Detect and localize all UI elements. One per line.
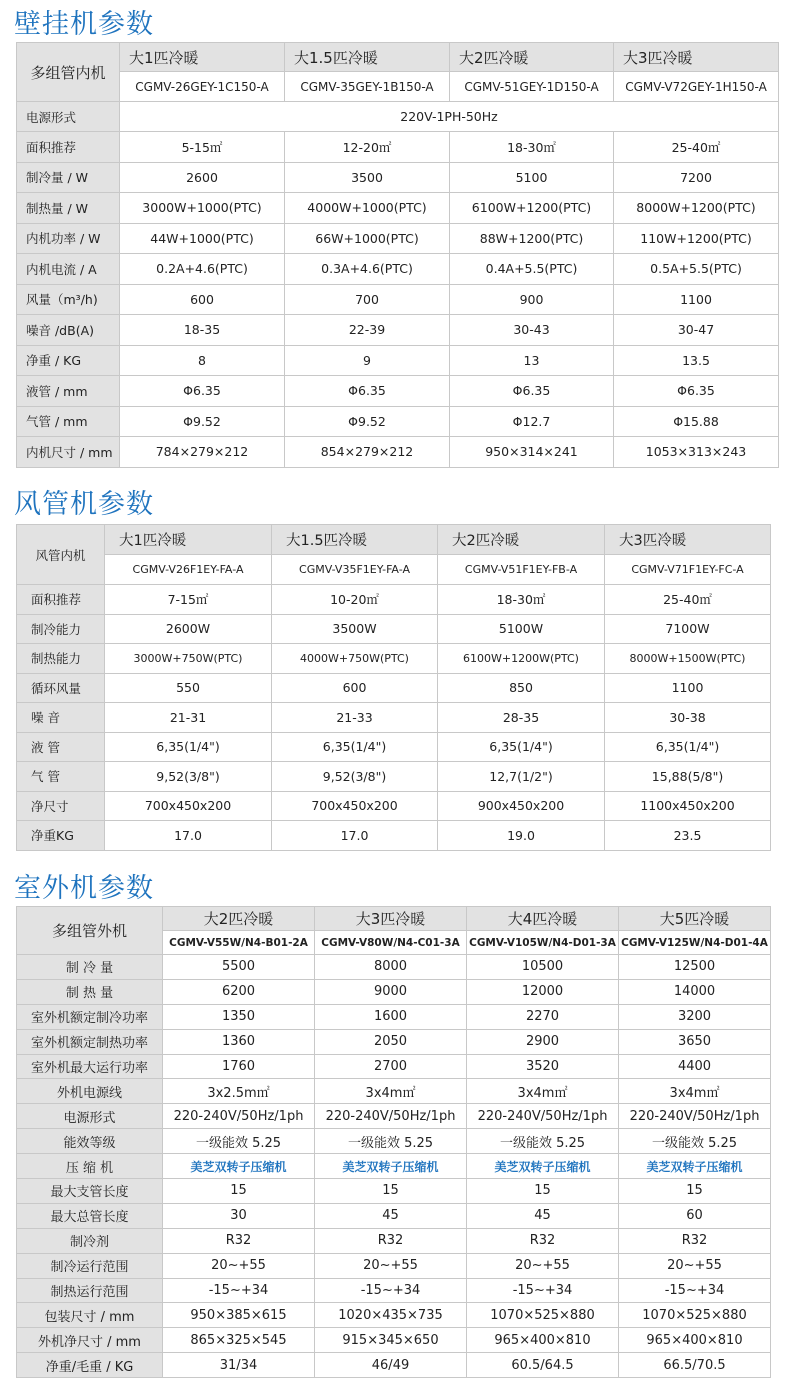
wall-row-label: 内机功率 / W (17, 223, 120, 254)
outdoor-row-label: 电源形式 (17, 1104, 163, 1129)
outdoor-row (17, 1303, 771, 1328)
duct-cell: 18-30㎡ (438, 585, 605, 615)
wall-row (17, 345, 779, 376)
outdoor-header-label: 多组管外机 (17, 907, 163, 955)
duct-cell: 9,52(3/8") (105, 762, 272, 792)
wall-model-3: CGMV-51GEY-1D150-A (450, 72, 614, 102)
duct-cell: 30-38 (605, 703, 771, 733)
duct-row-label: 制冷能力 (17, 614, 105, 644)
outdoor-row (17, 1278, 771, 1303)
duct-table-body (17, 525, 771, 851)
wall-cell: 8000W+1200(PTC) (614, 193, 779, 224)
duct-row-label: 气 管 (17, 762, 105, 792)
outdoor-cell: 4400 (619, 1054, 771, 1079)
outdoor-row-label: 制 热 量 (17, 979, 163, 1004)
wall-cell: 110W+1200(PTC) (614, 223, 779, 254)
duct-cell: 25-40㎡ (605, 585, 771, 615)
wall-cell: 7200 (614, 162, 779, 193)
duct-hp-1: 大1匹冷暖 (105, 525, 272, 555)
outdoor-cell: 8000 (315, 955, 467, 980)
outdoor-row-label: 压 缩 机 (17, 1154, 163, 1179)
outdoor-row-label: 外机电源线 (17, 1079, 163, 1104)
duct-cell: 10-20㎡ (272, 585, 438, 615)
outdoor-cell: 美芝双转子压缩机 (315, 1154, 467, 1179)
outdoor-cell: 1350 (163, 1004, 315, 1029)
outdoor-cell: 20~+55 (163, 1253, 315, 1278)
duct-row-label: 制热能力 (17, 644, 105, 674)
outdoor-cell: 915×345×650 (315, 1328, 467, 1353)
duct-row (17, 614, 771, 644)
duct-row (17, 703, 771, 733)
outdoor-cell: 865×325×545 (163, 1328, 315, 1353)
wall-cell: 18-35 (120, 315, 285, 346)
outdoor-cell: 一级能效 5.25 (467, 1129, 619, 1154)
outdoor-cell: 220-240V/50Hz/1ph (467, 1104, 619, 1129)
duct-cell: 6,35(1/4") (438, 732, 605, 762)
duct-cell: 600 (272, 673, 438, 703)
outdoor-model-1: CGMV-V55W/N4-B01-2A (163, 931, 315, 955)
outdoor-cell: 46/49 (315, 1353, 467, 1378)
outdoor-model-4: CGMV-V125W/N4-D01-4A (619, 931, 771, 955)
outdoor-cell: 20~+55 (315, 1253, 467, 1278)
outdoor-cell: R32 (467, 1228, 619, 1253)
outdoor-row-label: 室外机最大运行功率 (17, 1054, 163, 1079)
outdoor-hp-3: 大4匹冷暖 (467, 907, 619, 931)
wall-cell: 13.5 (614, 345, 779, 376)
outdoor-row-label: 制 冷 量 (17, 955, 163, 980)
duct-cell: 2600W (105, 614, 272, 644)
duct-hp-3: 大2匹冷暖 (438, 525, 605, 555)
duct-section-title: 风管机参数 (14, 489, 154, 520)
outdoor-cell: R32 (315, 1228, 467, 1253)
outdoor-cell: 1070×525×880 (619, 1303, 771, 1328)
outdoor-cell: 2700 (315, 1054, 467, 1079)
wall-row-label: 内机电流 / A (17, 254, 120, 285)
wall-cell: 3500 (285, 162, 450, 193)
wall-row (17, 132, 779, 163)
wall-cell: 0.4A+5.5(PTC) (450, 254, 614, 285)
wall-cell: 900 (450, 284, 614, 315)
wall-cell: 18-30㎡ (450, 132, 614, 163)
duct-row-label: 净重KG (17, 821, 105, 851)
wall-cell: Φ6.35 (614, 376, 779, 407)
outdoor-row (17, 979, 771, 1004)
wall-cell: 950×314×241 (450, 437, 614, 468)
duct-cell: 17.0 (105, 821, 272, 851)
outdoor-cell: 1600 (315, 1004, 467, 1029)
outdoor-cell: 15 (467, 1179, 619, 1204)
outdoor-row (17, 955, 771, 980)
wall-cell: Φ9.52 (285, 406, 450, 437)
outdoor-cell: 12000 (467, 979, 619, 1004)
outdoor-cell: 20~+55 (467, 1253, 619, 1278)
outdoor-row-label: 最大总管长度 (17, 1203, 163, 1228)
outdoor-row-label: 制冷运行范围 (17, 1253, 163, 1278)
outdoor-cell: 3x4m㎡ (619, 1079, 771, 1104)
wall-cell: 25-40㎡ (614, 132, 779, 163)
duct-cell: 3000W+750W(PTC) (105, 644, 272, 674)
outdoor-row-label: 外机净尺寸 / mm (17, 1328, 163, 1353)
outdoor-cell: 965×400×810 (467, 1328, 619, 1353)
outdoor-cell: 15 (163, 1179, 315, 1204)
wall-hp-3: 大2匹冷暖 (450, 43, 614, 72)
duct-row-label: 面积推荐 (17, 585, 105, 615)
duct-cell: 6,35(1/4") (105, 732, 272, 762)
wall-cell: Φ9.52 (120, 406, 285, 437)
duct-model-4: CGMV-V71F1EY-FC-A (605, 555, 771, 585)
duct-cell: 28-35 (438, 703, 605, 733)
outdoor-cell: 1360 (163, 1029, 315, 1054)
outdoor-spec-table (16, 906, 771, 1378)
outdoor-row (17, 1353, 771, 1378)
wall-cell: 5100 (450, 162, 614, 193)
outdoor-cell: 14000 (619, 979, 771, 1004)
duct-model-3: CGMV-V51F1EY-FB-A (438, 555, 605, 585)
duct-cell: 6100W+1200W(PTC) (438, 644, 605, 674)
duct-header-label: 风管内机 (17, 525, 105, 585)
outdoor-cell: 30 (163, 1203, 315, 1228)
outdoor-cell: 6200 (163, 979, 315, 1004)
outdoor-cell: -15~+34 (315, 1278, 467, 1303)
duct-hp-4: 大3匹冷暖 (605, 525, 771, 555)
wall-row-label: 液管 / mm (17, 376, 120, 407)
duct-row (17, 762, 771, 792)
outdoor-cell: 2270 (467, 1004, 619, 1029)
outdoor-row (17, 1179, 771, 1204)
wall-row-label: 风量（m³/h) (17, 284, 120, 315)
outdoor-row-label: 室外机额定制热功率 (17, 1029, 163, 1054)
outdoor-cell: 一级能效 5.25 (315, 1129, 467, 1154)
wall-model-4: CGMV-V72GEY-1H150-A (614, 72, 779, 102)
duct-cell: 7-15㎡ (105, 585, 272, 615)
outdoor-cell: 45 (315, 1203, 467, 1228)
duct-cell: 21-31 (105, 703, 272, 733)
outdoor-row (17, 1154, 771, 1179)
wall-row (17, 437, 779, 468)
outdoor-cell: 美芝双转子压缩机 (467, 1154, 619, 1179)
wall-row (17, 406, 779, 437)
outdoor-cell: R32 (619, 1228, 771, 1253)
wall-cell: 12-20㎡ (285, 132, 450, 163)
wall-row-label: 面积推荐 (17, 132, 120, 163)
outdoor-row (17, 1203, 771, 1228)
wall-row (17, 162, 779, 193)
duct-model-1: CGMV-V26F1EY-FA-A (105, 555, 272, 585)
outdoor-row (17, 1129, 771, 1154)
wall-cell: Φ6.35 (450, 376, 614, 407)
outdoor-cell: 20~+55 (619, 1253, 771, 1278)
duct-cell: 15,88(5/8") (605, 762, 771, 792)
outdoor-cell: 一级能效 5.25 (163, 1129, 315, 1154)
outdoor-cell: 60.5/64.5 (467, 1353, 619, 1378)
duct-row-label: 净尺寸 (17, 791, 105, 821)
outdoor-cell: 3x4m㎡ (467, 1079, 619, 1104)
wall-row (17, 284, 779, 315)
outdoor-cell: 950×385×615 (163, 1303, 315, 1328)
duct-cell: 17.0 (272, 821, 438, 851)
outdoor-cell: 15 (315, 1179, 467, 1204)
wall-cell: 0.2A+4.6(PTC) (120, 254, 285, 285)
outdoor-cell: 3x2.5m㎡ (163, 1079, 315, 1104)
wall-row-label: 气管 / mm (17, 406, 120, 437)
wall-hp-2: 大1.5匹冷暖 (285, 43, 450, 72)
outdoor-row (17, 1029, 771, 1054)
wall-model-1: CGMV-26GEY-1C150-A (120, 72, 285, 102)
wall-row (17, 193, 779, 224)
wall-row (17, 223, 779, 254)
wall-cell: 0.5A+5.5(PTC) (614, 254, 779, 285)
wall-row-label: 制热量 / W (17, 193, 120, 224)
duct-row-label: 液 管 (17, 732, 105, 762)
outdoor-row-label: 能效等级 (17, 1129, 163, 1154)
wall-cell: 9 (285, 345, 450, 376)
outdoor-cell: 3650 (619, 1029, 771, 1054)
outdoor-cell: R32 (163, 1228, 315, 1253)
outdoor-row (17, 1253, 771, 1278)
wall-row-label: 制冷量 / W (17, 162, 120, 193)
wall-cell: 784×279×212 (120, 437, 285, 468)
outdoor-hp-1: 大2匹冷暖 (163, 907, 315, 931)
outdoor-cell: 9000 (315, 979, 467, 1004)
outdoor-cell: -15~+34 (619, 1278, 771, 1303)
outdoor-row (17, 1104, 771, 1129)
outdoor-cell: -15~+34 (467, 1278, 619, 1303)
duct-cell: 21-33 (272, 703, 438, 733)
outdoor-cell: 3200 (619, 1004, 771, 1029)
outdoor-model-2: CGMV-V80W/N4-C01-3A (315, 931, 467, 955)
outdoor-cell: 5500 (163, 955, 315, 980)
wall-cell: 30-43 (450, 315, 614, 346)
outdoor-hp-2: 大3匹冷暖 (315, 907, 467, 931)
wall-cell: 6100W+1200(PTC) (450, 193, 614, 224)
wall-cell: Φ6.35 (285, 376, 450, 407)
duct-cell: 550 (105, 673, 272, 703)
outdoor-table-body (17, 907, 771, 1378)
duct-cell: 700x450x200 (105, 791, 272, 821)
wall-row-label: 净重 / KG (17, 345, 120, 376)
duct-cell: 1100 (605, 673, 771, 703)
duct-row-label: 循环风量 (17, 673, 105, 703)
duct-cell: 1100x450x200 (605, 791, 771, 821)
outdoor-row (17, 1054, 771, 1079)
duct-cell: 6,35(1/4") (605, 732, 771, 762)
wall-cell: 8 (120, 345, 285, 376)
wall-cell: 3000W+1000(PTC) (120, 193, 285, 224)
wall-row-label: 噪音 /dB(A) (17, 315, 120, 346)
outdoor-row (17, 1328, 771, 1353)
outdoor-row (17, 1004, 771, 1029)
wall-spec-table (16, 42, 779, 468)
outdoor-cell: 965×400×810 (619, 1328, 771, 1353)
outdoor-cell: 2050 (315, 1029, 467, 1054)
wall-table-body (17, 43, 779, 468)
outdoor-row-label: 净重/毛重 / KG (17, 1353, 163, 1378)
duct-row (17, 673, 771, 703)
duct-cell: 6,35(1/4") (272, 732, 438, 762)
outdoor-row (17, 1228, 771, 1253)
wall-row (17, 254, 779, 285)
outdoor-row-label: 制冷剂 (17, 1228, 163, 1253)
duct-row-label: 噪 音 (17, 703, 105, 733)
wall-header-label: 多组管内机 (17, 43, 120, 102)
wall-cell: Φ15.88 (614, 406, 779, 437)
duct-cell: 7100W (605, 614, 771, 644)
outdoor-row (17, 1079, 771, 1104)
outdoor-row-label: 包装尺寸 / mm (17, 1303, 163, 1328)
outdoor-cell: 3x4m㎡ (315, 1079, 467, 1104)
outdoor-model-3: CGMV-V105W/N4-D01-3A (467, 931, 619, 955)
wall-cell: 700 (285, 284, 450, 315)
outdoor-cell: 1760 (163, 1054, 315, 1079)
outdoor-cell: 66.5/70.5 (619, 1353, 771, 1378)
outdoor-cell: 12500 (619, 955, 771, 980)
outdoor-cell: 220-240V/50Hz/1ph (163, 1104, 315, 1129)
duct-cell: 8000W+1500W(PTC) (605, 644, 771, 674)
duct-row (17, 821, 771, 851)
wall-row (17, 376, 779, 407)
duct-row (17, 644, 771, 674)
outdoor-row-label: 室外机额定制冷功率 (17, 1004, 163, 1029)
wall-cell: 0.3A+4.6(PTC) (285, 254, 450, 285)
outdoor-section-title: 室外机参数 (14, 873, 154, 904)
duct-cell: 900x450x200 (438, 791, 605, 821)
outdoor-cell: 1020×435×735 (315, 1303, 467, 1328)
outdoor-cell: 220-240V/50Hz/1ph (315, 1104, 467, 1129)
outdoor-row-label: 最大支管长度 (17, 1179, 163, 1204)
duct-cell: 9,52(3/8") (272, 762, 438, 792)
wall-hp-1: 大1匹冷暖 (120, 43, 285, 72)
outdoor-cell: 一级能效 5.25 (619, 1129, 771, 1154)
wall-cell: 854×279×212 (285, 437, 450, 468)
outdoor-cell: 10500 (467, 955, 619, 980)
wall-cell: 88W+1200(PTC) (450, 223, 614, 254)
outdoor-cell: 220-240V/50Hz/1ph (619, 1104, 771, 1129)
wall-cell: 5-15㎡ (120, 132, 285, 163)
wall-power-value: 220V-1PH-50Hz (120, 102, 779, 132)
wall-cell: 66W+1000(PTC) (285, 223, 450, 254)
duct-cell: 23.5 (605, 821, 771, 851)
duct-cell: 3500W (272, 614, 438, 644)
wall-cell: 2600 (120, 162, 285, 193)
duct-row (17, 732, 771, 762)
outdoor-cell: 1070×525×880 (467, 1303, 619, 1328)
outdoor-cell: 2900 (467, 1029, 619, 1054)
wall-cell: 13 (450, 345, 614, 376)
outdoor-hp-4: 大5匹冷暖 (619, 907, 771, 931)
outdoor-cell: -15~+34 (163, 1278, 315, 1303)
duct-model-2: CGMV-V35F1EY-FA-A (272, 555, 438, 585)
wall-cell: 30-47 (614, 315, 779, 346)
duct-row (17, 791, 771, 821)
outdoor-cell: 美芝双转子压缩机 (619, 1154, 771, 1179)
wall-cell: 44W+1000(PTC) (120, 223, 285, 254)
duct-cell: 4000W+750W(PTC) (272, 644, 438, 674)
wall-row-label: 内机尺寸 / mm (17, 437, 120, 468)
duct-cell: 19.0 (438, 821, 605, 851)
duct-hp-2: 大1.5匹冷暖 (272, 525, 438, 555)
wall-cell: 4000W+1000(PTC) (285, 193, 450, 224)
outdoor-cell: 15 (619, 1179, 771, 1204)
outdoor-row-label: 制热运行范围 (17, 1278, 163, 1303)
wall-hp-4: 大3匹冷暖 (614, 43, 779, 72)
outdoor-cell: 美芝双转子压缩机 (163, 1154, 315, 1179)
outdoor-cell: 31/34 (163, 1353, 315, 1378)
wall-section-title: 壁挂机参数 (14, 9, 154, 40)
wall-cell: Φ6.35 (120, 376, 285, 407)
duct-spec-table (16, 524, 771, 851)
wall-row (17, 315, 779, 346)
wall-cell: 600 (120, 284, 285, 315)
duct-cell: 850 (438, 673, 605, 703)
outdoor-cell: 3520 (467, 1054, 619, 1079)
duct-row (17, 585, 771, 615)
wall-cell: 1053×313×243 (614, 437, 779, 468)
outdoor-cell: 60 (619, 1203, 771, 1228)
wall-cell: 1100 (614, 284, 779, 315)
wall-cell: Φ12.7 (450, 406, 614, 437)
duct-cell: 5100W (438, 614, 605, 644)
duct-cell: 700x450x200 (272, 791, 438, 821)
wall-power-label: 电源形式 (17, 102, 120, 132)
wall-cell: 22-39 (285, 315, 450, 346)
wall-model-2: CGMV-35GEY-1B150-A (285, 72, 450, 102)
outdoor-cell: 45 (467, 1203, 619, 1228)
duct-cell: 12,7(1/2") (438, 762, 605, 792)
